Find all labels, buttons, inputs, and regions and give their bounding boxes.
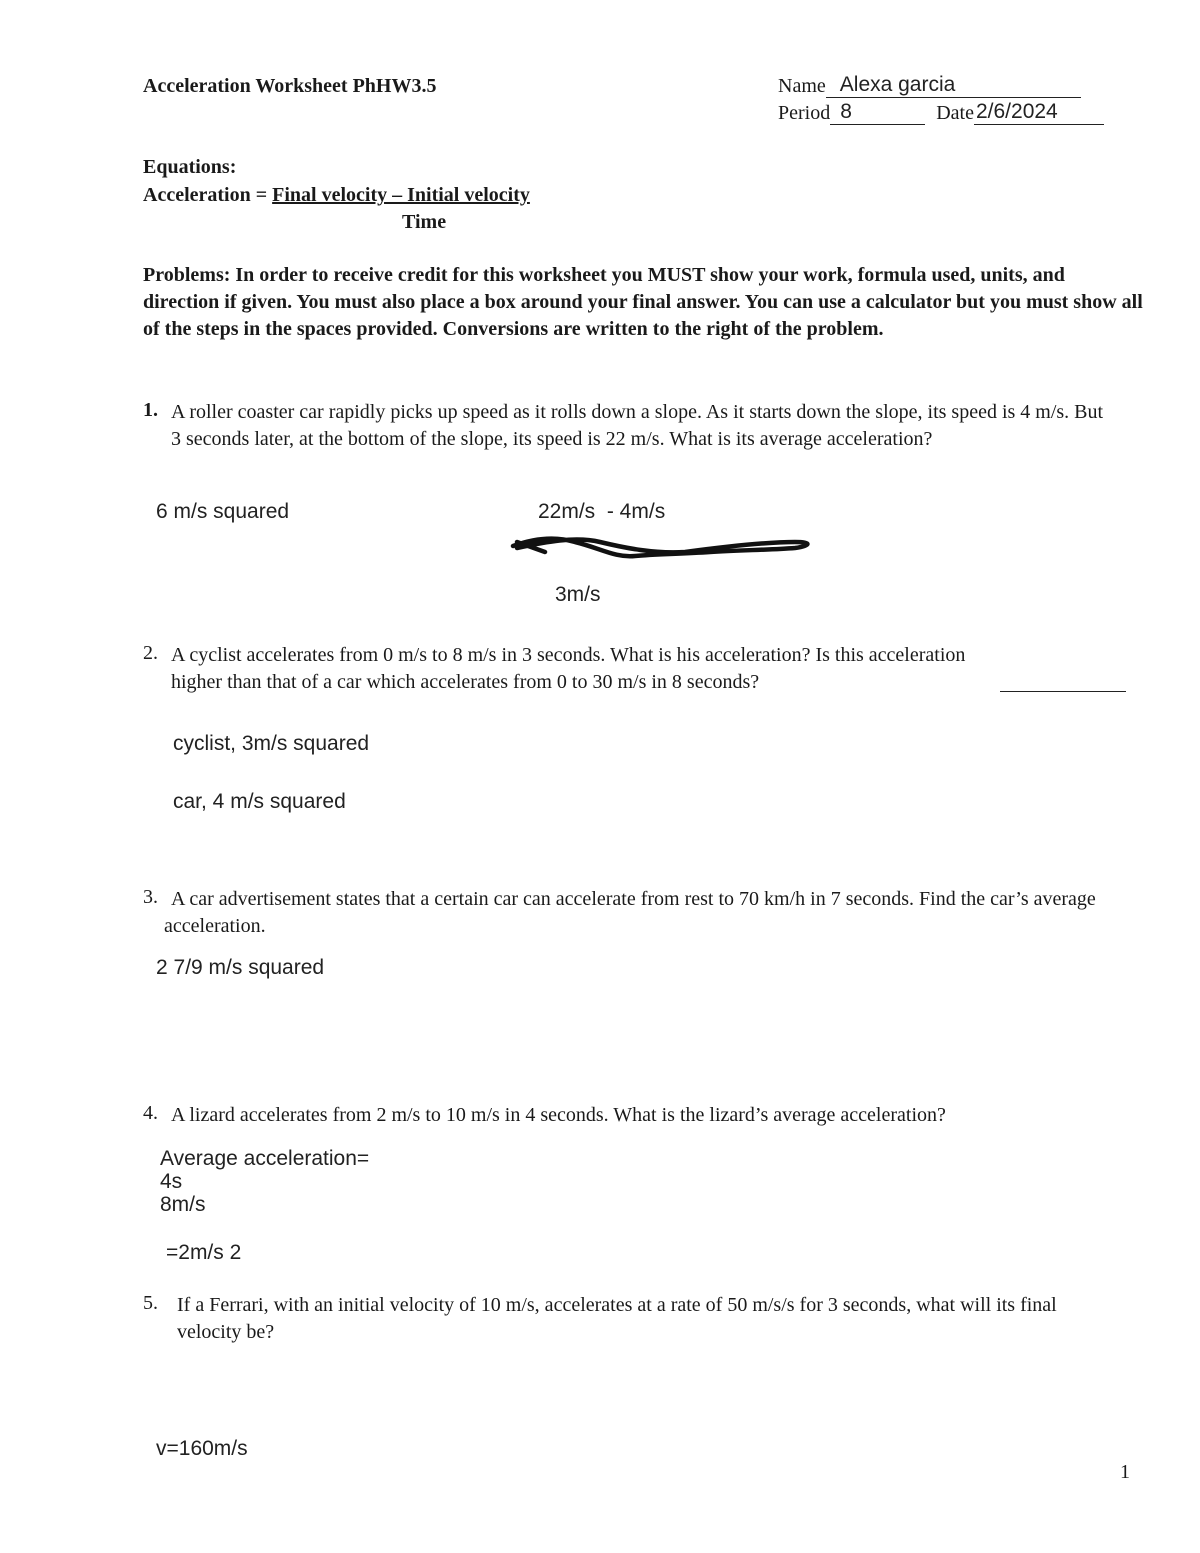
problem-1-work-denominator: 3m/s <box>555 583 601 606</box>
problem-5-answer: v=160m/s <box>156 1437 248 1460</box>
problem-1-answer: 6 m/s squared <box>156 500 290 523</box>
problem-1-text: A roller coaster car rapidly picks up speed as it rolls down a slope. As it starts down the slope, its speed is 4 m/s. But 3 seconds later, at the bottom of the slope, its speed is 22 m/s. What is its average acceleration? <box>171 401 1104 450</box>
equation-denominator: Time <box>402 211 447 233</box>
problem-5-text: If a Ferrari, with an initial velocity of 10 m/s, accelerates at a rate of 50 m/s/s for 3 seconds, what will its final velocity be? <box>177 1294 1057 1343</box>
period-value: 8 <box>840 100 852 123</box>
problem-2-answer-blank[interactable] <box>1000 670 1126 692</box>
date-field[interactable] <box>974 102 1104 125</box>
worksheet-title: Acceleration Worksheet PhHW3.5 <box>143 75 437 97</box>
equation-lhs: Acceleration = <box>143 184 273 206</box>
problem-2-answer-car: car, 4 m/s squared <box>173 790 346 813</box>
problem-4-work-line-2: 4s <box>160 1170 183 1193</box>
problem-4-work-line-1: Average acceleration= <box>160 1147 370 1170</box>
date-value: 2/6/2024 <box>975 100 1058 123</box>
problem-3-number: 3. <box>143 886 158 908</box>
problem-2-number: 2. <box>143 642 158 664</box>
problem-3-text: A car advertisement states that a certain car can accelerate from rest to 70 km/h in 7 seconds. Find the car’s average acceleration. <box>164 888 1096 937</box>
problem-4-work-line-3: 8m/s <box>160 1193 206 1216</box>
problem-4-number: 4. <box>143 1102 158 1124</box>
problem-5-number: 5. <box>143 1292 158 1314</box>
name-label: Name <box>778 75 826 97</box>
problem-1-work-numerator: 22m/s - 4m/s <box>538 500 666 523</box>
page-number: 1 <box>1120 1461 1130 1483</box>
problem-4-answer: =2m/s 2 <box>166 1241 242 1264</box>
instructions: Problems: In order to receive credit for this worksheet you MUST show your work, formula used, units, and direction if given. You must also place a box around your final answer. You can use a calculator but you must show all of the steps in the spaces provided. Conversions are written to the right of the problem. <box>143 264 1143 340</box>
problem-4-text: A lizard accelerates from 2 m/s to 10 m/s in 4 seconds. What is the lizard’s average acceleration? <box>171 1104 946 1126</box>
problem-2-answer-cyclist: cyclist, 3m/s squared <box>173 732 370 755</box>
equations-heading: Equations: <box>143 156 237 178</box>
problem-2-text: A cyclist accelerates from 0 m/s to 8 m/s in 3 seconds. What is his acceleration? Is this acceleration higher than that of a car which accelerates from 0 to 30 m/s in 8 seconds? <box>171 644 966 693</box>
handwritten-fraction-bar <box>505 528 820 568</box>
period-field[interactable] <box>830 102 925 125</box>
problem-4-work <box>160 1147 369 1216</box>
name-value: Alexa garcia <box>839 73 956 96</box>
name-field[interactable] <box>826 75 1081 98</box>
acceleration-equation <box>143 184 530 207</box>
problem-3-answer: 2 7/9 m/s squared <box>156 956 325 979</box>
date-label: Date <box>936 102 974 124</box>
name-row <box>778 75 1081 98</box>
equation-numerator: Final velocity – Initial velocity <box>272 184 530 206</box>
period-date-row <box>778 102 1104 125</box>
problem-1-number: 1. <box>143 399 158 421</box>
period-label: Period <box>778 102 831 124</box>
